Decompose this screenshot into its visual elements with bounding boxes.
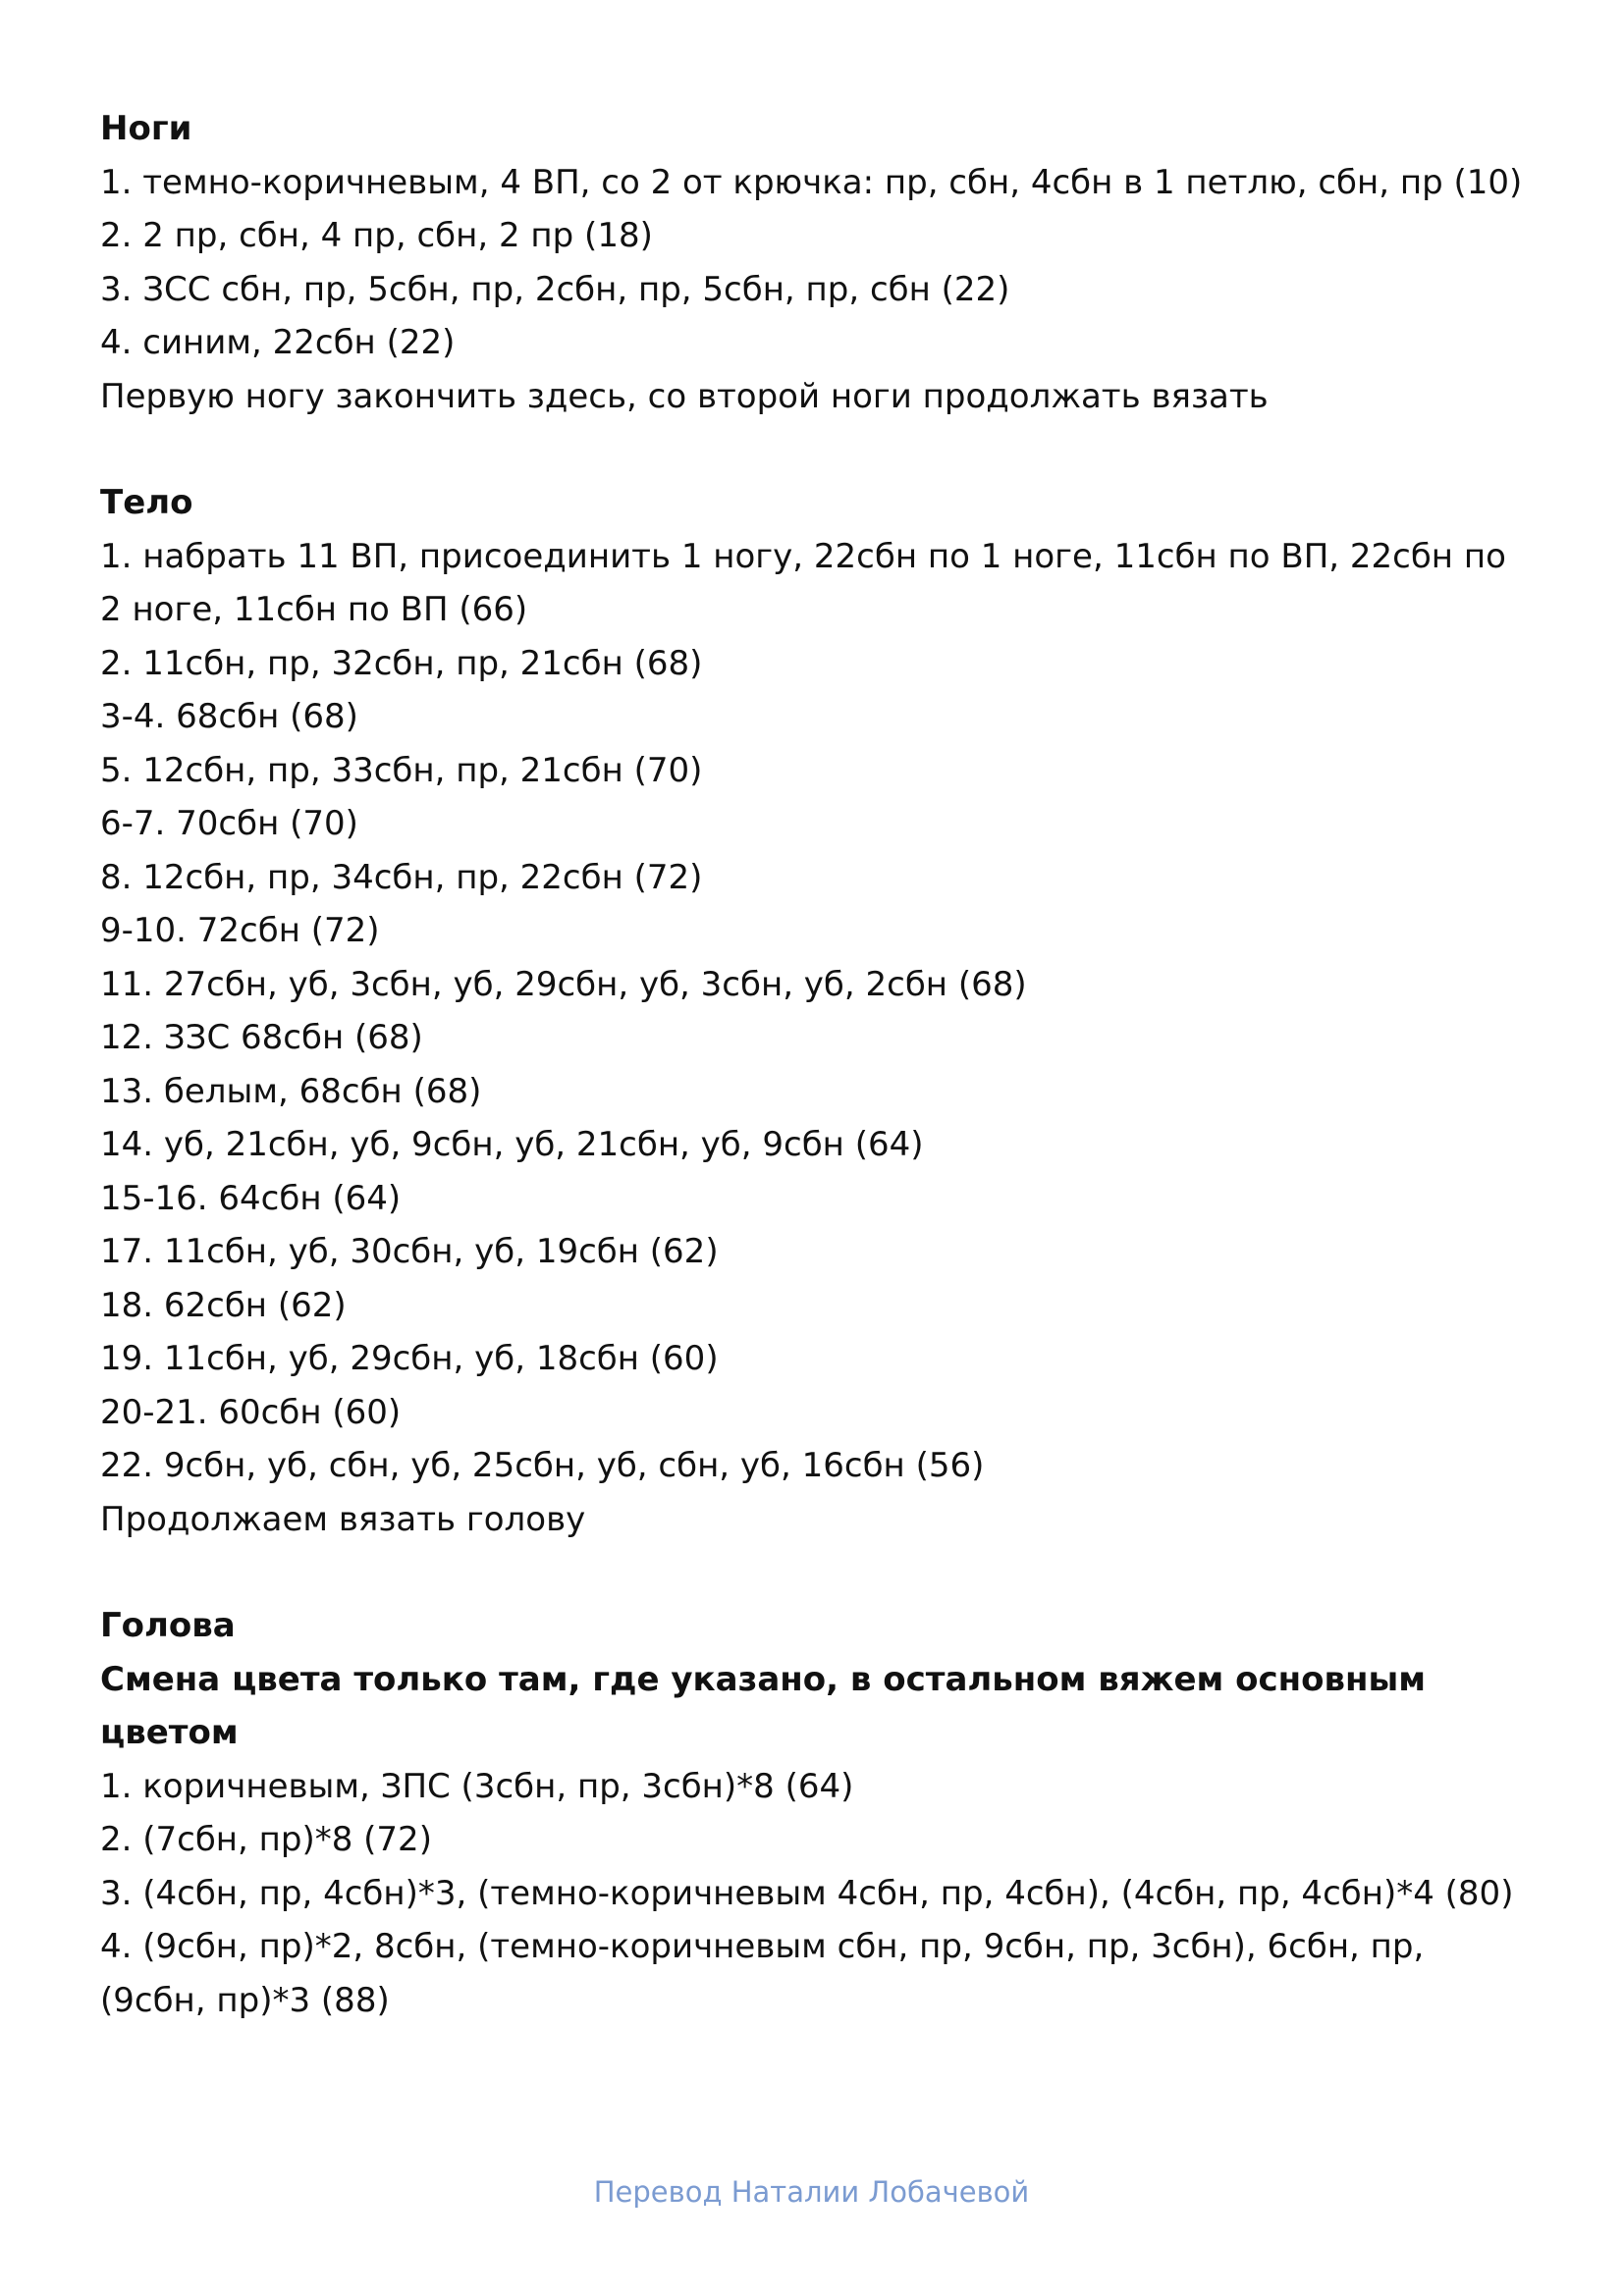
section-title-legs: Ноги	[100, 109, 192, 148]
instruction-line: 1. набрать 11 ВП, присоединить 1 ногу, 22сбн по 1 ноге, 11сбн по ВП, 22сбн по 2 ноге, 11сбн по ВП (66)	[100, 536, 1506, 629]
instruction-line: 2. (7сбн, пр)*8 (72)	[100, 1820, 432, 1859]
instruction-line: 1. темно-коричневым, 4 ВП, со 2 от крючка: пр, сбн, 4сбн в 1 петлю, сбн, пр (10)	[100, 162, 1523, 202]
document-page	[100, 102, 1534, 2027]
instruction-line: 13. белым, 68сбн (68)	[100, 1071, 482, 1111]
instruction-line: 15-16. 64сбн (64)	[100, 1178, 402, 1218]
instruction-note: Первую ногу закончить здесь, со второй ноги продолжать вязать	[100, 376, 1269, 416]
instruction-line: 14. уб, 21сбн, уб, 9сбн, уб, 21сбн, уб, 9сбн (64)	[100, 1125, 924, 1164]
instruction-line: 2. 2 пр, сбн, 4 пр, сбн, 2 пр (18)	[100, 216, 653, 255]
instruction-line: 1. коричневым, ЗПС (3сбн, пр, 3сбн)*8 (64)	[100, 1766, 854, 1806]
instruction-line: 3. (4сбн, пр, 4сбн)*3, (темно-коричневым 4сбн, пр, 4сбн), (4сбн, пр, 4сбн)*4 (80)	[100, 1873, 1514, 1913]
section-title-body: Тело	[100, 483, 193, 522]
section-head	[100, 1599, 1534, 2027]
instruction-line: 22. 9сбн, уб, сбн, уб, 25сбн, уб, сбн, уб, 16сбн (56)	[100, 1446, 985, 1485]
instruction-line: 11. 27сбн, уб, 3сбн, уб, 29сбн, уб, 3сбн, уб, 2сбн (68)	[100, 964, 1027, 1004]
instruction-line: 19. 11сбн, уб, 29сбн, уб, 18сбн (60)	[100, 1339, 719, 1378]
instruction-line: 20-21. 60сбн (60)	[100, 1392, 402, 1432]
instruction-line: 17. 11сбн, уб, 30сбн, уб, 19сбн (62)	[100, 1232, 719, 1271]
instruction-line: 5. 12сбн, пр, 33сбн, пр, 21сбн (70)	[100, 750, 703, 790]
translator-credit: Перевод Наталии Лобачевой	[593, 2175, 1030, 2209]
instruction-line: 4. (9сбн, пр)*2, 8сбн, (темно-коричневым сбн, пр, 9сбн, пр, 3сбн), 6сбн, пр, (9сбн, пр)*3 (88)	[100, 1927, 1425, 2020]
instruction-line: 12. ЗЗС 68сбн (68)	[100, 1018, 423, 1057]
instruction-line: 2. 11сбн, пр, 32сбн, пр, 21сбн (68)	[100, 643, 703, 683]
section-title-head: Голова	[100, 1606, 236, 1645]
instruction-line: 18. 62сбн (62)	[100, 1285, 347, 1325]
instruction-line: 3. ЗСС сбн, пр, 5сбн, пр, 2сбн, пр, 5сбн, пр, сбн (22)	[100, 269, 1010, 309]
instruction-line: 6-7. 70сбн (70)	[100, 804, 358, 843]
instruction-line: 8. 12сбн, пр, 34сбн, пр, 22сбн (72)	[100, 857, 703, 897]
instruction-line: 3-4. 68сбн (68)	[100, 697, 358, 736]
instruction-line: 9-10. 72сбн (72)	[100, 911, 380, 950]
section-legs	[100, 102, 1534, 423]
section-body	[100, 476, 1534, 1546]
instruction-line: 4. синим, 22сбн (22)	[100, 323, 456, 362]
instruction-note: Продолжаем вязать голову	[100, 1499, 586, 1539]
section-subtitle-head: Смена цвета только там, где указано, в остальном вяжем основным цветом	[100, 1659, 1427, 1752]
